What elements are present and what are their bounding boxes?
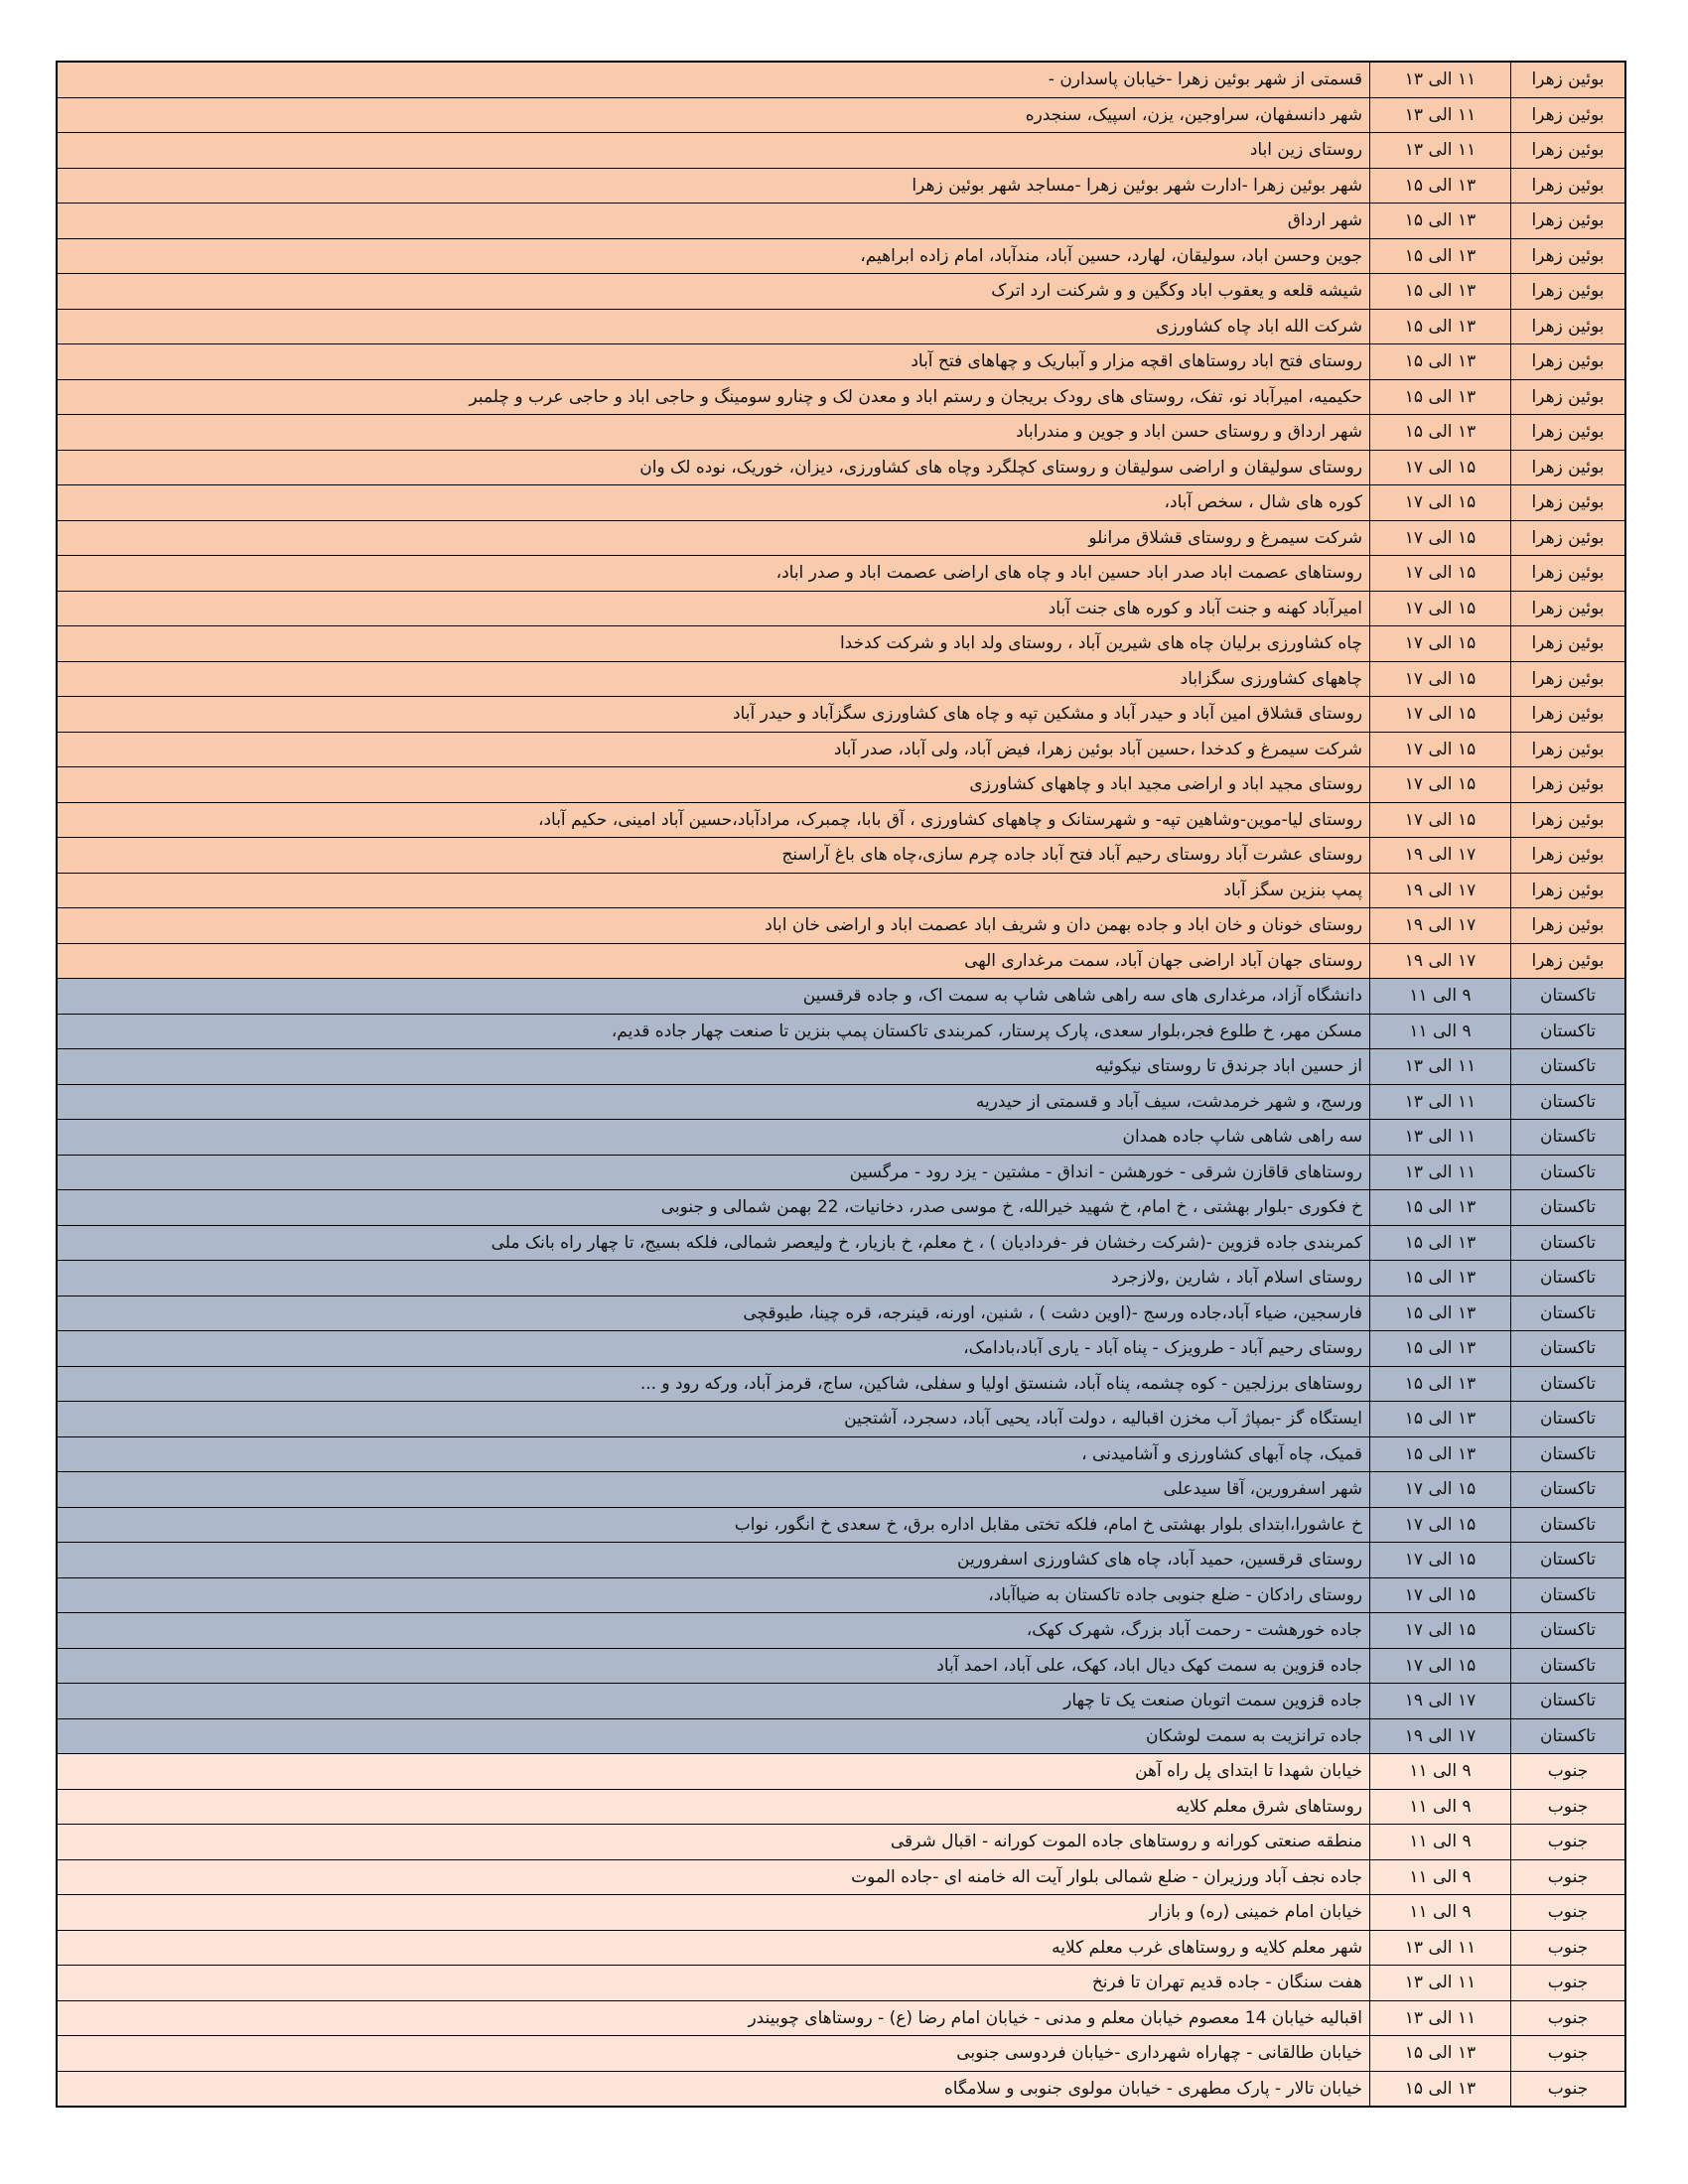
region-cell: جنوب [1511, 2071, 1626, 2107]
region-cell: تاکستان [1511, 1190, 1626, 1226]
region-cell: تاکستان [1511, 1577, 1626, 1613]
area-cell: کوره های شال ، سخص آباد، [57, 485, 1370, 521]
region-cell: بوئین زهرا [1511, 204, 1626, 239]
time-slot-cell: ۹ الی ۱۱ [1370, 1754, 1511, 1790]
area-cell: روستای قرقسین، حمید آباد، چاه های کشاورزی اسفرورین [57, 1543, 1370, 1578]
region-cell: بوئین زهرا [1511, 485, 1626, 521]
area-cell: شهر اسفرورین، آقا سیدعلی [57, 1472, 1370, 1508]
area-cell: روستای جهان آباد اراضی جهان آباد، سمت مرغداری الهی [57, 943, 1370, 979]
table-row [57, 802, 1625, 838]
time-slot-cell: ۱۳ الی ۱۵ [1370, 344, 1511, 380]
time-slot-cell: ۱۳ الی ۱۵ [1370, 1436, 1511, 1472]
area-cell: شهر بوئین زهرا -ادارت شهر بوئین زهرا -مساجد شهر بوئین زهرا [57, 168, 1370, 204]
area-cell: روستاهای شرق معلم کلایه [57, 1789, 1370, 1825]
time-slot-cell: ۱۵ الی ۱۷ [1370, 802, 1511, 838]
region-cell: بوئین زهرا [1511, 62, 1626, 97]
table-row [57, 2000, 1625, 2036]
time-slot-cell: ۱۵ الی ۱۷ [1370, 556, 1511, 592]
area-cell: خ عاشورا،ابتدای بلوار بهشتی خ امام، فلکه تختی مقابل اداره برق، خ سعدی خ انگور، نواب [57, 1507, 1370, 1543]
time-slot-cell: ۱۳ الی ۱۵ [1370, 274, 1511, 310]
table-row [57, 520, 1625, 556]
area-cell: چاه کشاورزی برلیان چاه های شیرین آباد ، روستای ولد اباد و شرکت کدخدا [57, 626, 1370, 662]
region-cell: تاکستان [1511, 979, 1626, 1015]
region-cell: تاکستان [1511, 1155, 1626, 1190]
time-slot-cell: ۱۵ الی ۱۷ [1370, 661, 1511, 697]
time-slot-cell: ۱۷ الی ۱۹ [1370, 1718, 1511, 1754]
time-slot-cell: ۱۱ الی ۱۳ [1370, 1084, 1511, 1120]
area-cell: دانشگاه آزاد، مرغداری های سه راهی شاهی شاپ به سمت اک، و جاده قرقسین [57, 979, 1370, 1015]
region-cell: بوئین زهرا [1511, 626, 1626, 662]
region-cell: تاکستان [1511, 1120, 1626, 1156]
time-slot-cell: ۱۵ الی ۱۷ [1370, 1648, 1511, 1684]
time-slot-cell: ۹ الی ۱۱ [1370, 1014, 1511, 1049]
time-slot-cell: ۱۳ الی ۱۵ [1370, 238, 1511, 274]
area-cell: ایستگاه گز -بمپاژ آب مخزن اقبالیه ، دولت آباد، یحیی آباد، دسجرد، آشتجین [57, 1402, 1370, 1437]
region-cell: جنوب [1511, 1789, 1626, 1825]
region-cell: بوئین زهرا [1511, 274, 1626, 310]
region-cell: تاکستان [1511, 1084, 1626, 1120]
table-row [57, 1155, 1625, 1190]
region-cell: جنوب [1511, 1966, 1626, 2001]
time-slot-cell: ۱۳ الی ۱۵ [1370, 2071, 1511, 2107]
time-slot-cell: ۱۳ الی ۱۵ [1370, 1296, 1511, 1331]
time-slot-cell: ۱۵ الی ۱۷ [1370, 1613, 1511, 1649]
time-slot-cell: ۱۳ الی ۱۵ [1370, 1261, 1511, 1297]
region-cell: تاکستان [1511, 1261, 1626, 1297]
time-slot-cell: ۹ الی ۱۱ [1370, 1859, 1511, 1895]
region-cell: بوئین زهرا [1511, 661, 1626, 697]
region-cell: تاکستان [1511, 1049, 1626, 1085]
table-row [57, 344, 1625, 380]
time-slot-cell: ۱۱ الی ۱۳ [1370, 1155, 1511, 1190]
table-row [57, 1402, 1625, 1437]
area-cell: خیابان تالار - پارک مطهری - خیابان مولوی جنوبی و سلامگاه [57, 2071, 1370, 2107]
schedule-rows [57, 62, 1625, 2107]
table-row [57, 1261, 1625, 1297]
table-row [57, 697, 1625, 733]
time-slot-cell: ۱۳ الی ۱۵ [1370, 309, 1511, 344]
time-slot-cell: ۱۳ الی ۱۵ [1370, 2036, 1511, 2072]
time-slot-cell: ۱۱ الی ۱۳ [1370, 1966, 1511, 2001]
time-slot-cell: ۱۵ الی ۱۷ [1370, 520, 1511, 556]
table-row [57, 1684, 1625, 1719]
region-cell: تاکستان [1511, 1684, 1626, 1719]
area-cell: روستاهای قاقازن شرقی - خورهشن - انداق - مشتین - یزد رود - مرگسین [57, 1155, 1370, 1190]
area-cell: روستای اسلام آباد ، شارین ,ولازجرد [57, 1261, 1370, 1297]
time-slot-cell: ۱۵ الی ۱۷ [1370, 697, 1511, 733]
time-slot-cell: ۱۵ الی ۱۷ [1370, 1507, 1511, 1543]
region-cell: بوئین زهرا [1511, 344, 1626, 380]
region-cell: بوئین زهرا [1511, 591, 1626, 626]
region-cell: بوئین زهرا [1511, 379, 1626, 415]
area-cell: شهر دانسفهان، سراوجین، یزن، اسپیک، سنجدره [57, 97, 1370, 133]
area-cell: قمیک، چاه آبهای کشاورزی و آشامیدنی ، [57, 1436, 1370, 1472]
schedule-sheet [56, 61, 1626, 2108]
table-row [57, 1084, 1625, 1120]
table-row [57, 1366, 1625, 1402]
region-cell: تاکستان [1511, 1543, 1626, 1578]
table-row [57, 1014, 1625, 1049]
region-cell: جنوب [1511, 1825, 1626, 1860]
region-cell: جنوب [1511, 1895, 1626, 1931]
area-cell: روستای عشرت آباد روستای رحیم آباد فتح آباد جاده چرم سازی،چاه های باغ آراسنج [57, 838, 1370, 874]
time-slot-cell: ۱۵ الی ۱۷ [1370, 1577, 1511, 1613]
table-row [57, 1543, 1625, 1578]
table-row [57, 1648, 1625, 1684]
region-cell: بوئین زهرا [1511, 309, 1626, 344]
region-cell: جنوب [1511, 2036, 1626, 2072]
area-cell: خ فکوری -بلوار بهشتی ، خ امام، خ شهید خیرالله، خ موسی صدر، دخانیات، 22 بهمن شمالی و جنوبی [57, 1190, 1370, 1226]
area-cell: روستای مجید اباد و اراضی مجید اباد و چاههای کشاورزی [57, 767, 1370, 803]
region-cell: بوئین زهرا [1511, 838, 1626, 874]
area-cell: جوین وحسن اباد، سولیقان، لهارد، حسین آباد، مندآباد، امام زاده ابراهیم، [57, 238, 1370, 274]
table-row [57, 204, 1625, 239]
area-cell: قسمتی از شهر بوئین زهرا -خیابان پاسدارن - [57, 62, 1370, 97]
region-cell: بوئین زهرا [1511, 556, 1626, 592]
table-row [57, 1966, 1625, 2001]
time-slot-cell: ۱۵ الی ۱۷ [1370, 1543, 1511, 1578]
time-slot-cell: ۱۱ الی ۱۳ [1370, 97, 1511, 133]
region-cell: بوئین زهرا [1511, 697, 1626, 733]
area-cell: روستای رادکان - ضلع جنوبی جاده تاکستان به ضیاآباد، [57, 1577, 1370, 1613]
area-cell: جاده قزوین سمت اتوبان صنعت یک تا چهار [57, 1684, 1370, 1719]
area-cell: شهر ارداق [57, 204, 1370, 239]
area-cell: اقبالیه خیابان 14 معصوم خیابان معلم و مدنی - خیابان امام رضا (ع) - روستاهای چوبیندر [57, 2000, 1370, 2036]
table-row [57, 415, 1625, 451]
region-cell: بوئین زهرا [1511, 238, 1626, 274]
time-slot-cell: ۹ الی ۱۱ [1370, 1895, 1511, 1931]
table-row [57, 979, 1625, 1015]
table-row [57, 450, 1625, 485]
table-row [57, 1225, 1625, 1261]
table-row [57, 1825, 1625, 1860]
time-slot-cell: ۱۵ الی ۱۷ [1370, 732, 1511, 767]
time-slot-cell: ۹ الی ۱۱ [1370, 1789, 1511, 1825]
table-row [57, 1296, 1625, 1331]
time-slot-cell: ۱۳ الی ۱۵ [1370, 168, 1511, 204]
table-row [57, 838, 1625, 874]
region-cell: بوئین زهرا [1511, 802, 1626, 838]
time-slot-cell: ۱۱ الی ۱۳ [1370, 133, 1511, 169]
table-row [57, 485, 1625, 521]
table-row [57, 556, 1625, 592]
area-cell: شیشه قلعه و یعقوب اباد وکگین و و شرکنت ارد اترک [57, 274, 1370, 310]
table-row [57, 1613, 1625, 1649]
time-slot-cell: ۱۳ الی ۱۵ [1370, 379, 1511, 415]
area-cell: خیابان طالقانی - چهاراه شهرداری -خیابان فردوسی جنوبی [57, 2036, 1370, 2072]
time-slot-cell: ۱۱ الی ۱۳ [1370, 2000, 1511, 2036]
area-cell: کمربندی جاده قزوین -(شرکت رخشان فر -فردادیان ) ، خ معلم، خ بازیار، خ ولیعصر شمالی، فلکه بسیج، تا چهار راه بانک ملی [57, 1225, 1370, 1261]
time-slot-cell: ۱۳ الی ۱۵ [1370, 415, 1511, 451]
region-cell: بوئین زهرا [1511, 520, 1626, 556]
table-row [57, 1718, 1625, 1754]
table-row [57, 238, 1625, 274]
time-slot-cell: ۱۳ الی ۱۵ [1370, 204, 1511, 239]
region-cell: تاکستان [1511, 1225, 1626, 1261]
table-row [57, 767, 1625, 803]
table-row [57, 1472, 1625, 1508]
time-slot-cell: ۱۳ الی ۱۵ [1370, 1331, 1511, 1367]
area-cell: جاده قزوین به سمت کهک دیال اباد، کهک، علی آباد، احمد آباد [57, 1648, 1370, 1684]
table-row [57, 2036, 1625, 2072]
table-row [57, 1190, 1625, 1226]
table-row [57, 1507, 1625, 1543]
table-row [57, 591, 1625, 626]
table-row [57, 62, 1625, 97]
region-cell: جنوب [1511, 1930, 1626, 1966]
area-cell: جاده نجف آباد ورزیران - ضلع شمالی بلوار آیت اله خامنه ای -جاده الموت [57, 1859, 1370, 1895]
time-slot-cell: ۱۳ الی ۱۵ [1370, 1190, 1511, 1226]
time-slot-cell: ۱۱ الی ۱۳ [1370, 62, 1511, 97]
area-cell: امیرآباد کهنه و جنت آباد و کوره های جنت آباد [57, 591, 1370, 626]
time-slot-cell: ۱۵ الی ۱۷ [1370, 626, 1511, 662]
area-cell: شهر معلم کلایه و روستاهای غرب معلم کلایه [57, 1930, 1370, 1966]
table-row [57, 943, 1625, 979]
area-cell: روستای رحیم آباد - طرویزک - پناه آباد - یاری آباد،بادامک، [57, 1331, 1370, 1367]
region-cell: تاکستان [1511, 1507, 1626, 1543]
area-cell: منطقه صنعتی کورانه و روستاهای جاده الموت کورانه - اقبال شرقی [57, 1825, 1370, 1860]
table-row [57, 1436, 1625, 1472]
region-cell: بوئین زهرا [1511, 133, 1626, 169]
area-cell: هفت سنگان - جاده قدیم تهران تا فرنخ [57, 1966, 1370, 2001]
time-slot-cell: ۱۱ الی ۱۳ [1370, 1930, 1511, 1966]
region-cell: تاکستان [1511, 1718, 1626, 1754]
region-cell: بوئین زهرا [1511, 873, 1626, 908]
table-row [57, 2071, 1625, 2107]
area-cell: خیابان امام خمینی (ره) و بازار [57, 1895, 1370, 1931]
table-row [57, 1895, 1625, 1931]
area-cell: شرکت الله اباد چاه کشاورزی [57, 309, 1370, 344]
region-cell: بوئین زهرا [1511, 908, 1626, 944]
region-cell: بوئین زهرا [1511, 415, 1626, 451]
region-cell: بوئین زهرا [1511, 767, 1626, 803]
region-cell: تاکستان [1511, 1331, 1626, 1367]
time-slot-cell: ۱۷ الی ۱۹ [1370, 838, 1511, 874]
area-cell: روستاهای برزلجین - کوه چشمه، پناه آباد، شنستق اولیا و سفلی، شاکین، ساج، قرمز آباد، ورکه رود و ... [57, 1366, 1370, 1402]
region-cell: تاکستان [1511, 1014, 1626, 1049]
area-cell: چاههای کشاورزی سگزاباد [57, 661, 1370, 697]
time-slot-cell: ۱۱ الی ۱۳ [1370, 1120, 1511, 1156]
table-row [57, 309, 1625, 344]
region-cell: بوئین زهرا [1511, 943, 1626, 979]
table-row [57, 379, 1625, 415]
table-row [57, 732, 1625, 767]
area-cell: خیابان شهدا تا ابتدای پل راه آهن [57, 1754, 1370, 1790]
table-row [57, 133, 1625, 169]
area-cell: شرکت سیمرغ و کدخدا ،حسین آباد بوئین زهرا، فیض آباد، ولی آباد، صدر آباد [57, 732, 1370, 767]
region-cell: تاکستان [1511, 1648, 1626, 1684]
area-cell: شهر ارداق و روستای حسن اباد و جوین و مندراباد [57, 415, 1370, 451]
region-cell: بوئین زهرا [1511, 732, 1626, 767]
area-cell: روستاهای عصمت اباد صدر اباد حسین اباد و چاه های اراضی عصمت اباد و صدر اباد، [57, 556, 1370, 592]
table-row [57, 1789, 1625, 1825]
area-cell: روستای لیا-موین-وشاهین تپه- و شهرستانک و چاههای کشاورزی ، آق بابا، چمبرک، مرادآباد،حسین آباد امینی، حکیم آباد، [57, 802, 1370, 838]
time-slot-cell: ۱۵ الی ۱۷ [1370, 450, 1511, 485]
table-row [57, 626, 1625, 662]
area-cell: روستای سولیقان و اراضی سولیقان و روستای کچلگرد وچاه های کشاورزی، دیزان، خوریک، نوده لک وان [57, 450, 1370, 485]
area-cell: روستای قشلاق امین آباد و حیدر آباد و مشکین تپه و چاه های کشاورزی سگزآباد و حیدر آباد [57, 697, 1370, 733]
region-cell: بوئین زهرا [1511, 97, 1626, 133]
area-cell: روستای فتح اباد روستاهای اقچه مزار و آبباریک و چهاهای فتح آباد [57, 344, 1370, 380]
time-slot-cell: ۱۷ الی ۱۹ [1370, 908, 1511, 944]
table-row [57, 274, 1625, 310]
table-row [57, 1754, 1625, 1790]
area-cell: جاده خورهشت - رحمت آباد بزرگ، شهرک کهک، [57, 1613, 1370, 1649]
table-row [57, 873, 1625, 908]
table-row [57, 661, 1625, 697]
area-cell: جاده ترانزیت به سمت لوشکان [57, 1718, 1370, 1754]
area-cell: از حسین اباد جرندق تا روستای نیکوئیه [57, 1049, 1370, 1085]
table-row [57, 97, 1625, 133]
area-cell: پمپ بنزین سگز آباد [57, 873, 1370, 908]
time-slot-cell: ۱۱ الی ۱۳ [1370, 1049, 1511, 1085]
area-cell: روستای خونان و خان اباد و جاده بهمن دان و شریف اباد عصمت اباد و اراضی خان اباد [57, 908, 1370, 944]
region-cell: تاکستان [1511, 1613, 1626, 1649]
time-slot-cell: ۱۵ الی ۱۷ [1370, 767, 1511, 803]
table-row [57, 908, 1625, 944]
area-cell: حکیمیه، امیرآباد نو، تفک، روستای های رودک بریجان و رستم اباد و معدن لک و چنارو سومینگ و حاجی اباد و حاجی عرب و چلمبر [57, 379, 1370, 415]
region-cell: تاکستان [1511, 1472, 1626, 1508]
time-slot-cell: ۱۳ الی ۱۵ [1370, 1366, 1511, 1402]
table-row [57, 168, 1625, 204]
region-cell: جنوب [1511, 1754, 1626, 1790]
area-cell: ورسج، و شهر خرمدشت، سیف آباد و قسمتی از حیدریه [57, 1084, 1370, 1120]
region-cell: جنوب [1511, 2000, 1626, 2036]
time-slot-cell: ۱۷ الی ۱۹ [1370, 1684, 1511, 1719]
time-slot-cell: ۱۷ الی ۱۹ [1370, 873, 1511, 908]
area-cell: روستای زین اباد [57, 133, 1370, 169]
region-cell: تاکستان [1511, 1366, 1626, 1402]
time-slot-cell: ۹ الی ۱۱ [1370, 1825, 1511, 1860]
time-slot-cell: ۱۵ الی ۱۷ [1370, 485, 1511, 521]
time-slot-cell: ۱۳ الی ۱۵ [1370, 1225, 1511, 1261]
table-row [57, 1859, 1625, 1895]
time-slot-cell: ۱۳ الی ۱۵ [1370, 1402, 1511, 1437]
area-cell: سه راهی شاهی شاپ جاده همدان [57, 1120, 1370, 1156]
table-row [57, 1049, 1625, 1085]
time-slot-cell: ۹ الی ۱۱ [1370, 979, 1511, 1015]
time-slot-cell: ۱۵ الی ۱۷ [1370, 591, 1511, 626]
region-cell: بوئین زهرا [1511, 168, 1626, 204]
time-slot-cell: ۱۵ الی ۱۷ [1370, 1472, 1511, 1508]
table-row [57, 1120, 1625, 1156]
region-cell: جنوب [1511, 1859, 1626, 1895]
area-cell: شرکت سیمرغ و روستای قشلاق مرانلو [57, 520, 1370, 556]
outage-schedule-table [56, 61, 1626, 2108]
table-row [57, 1577, 1625, 1613]
area-cell: فارسجین، ضیاء آباد،جاده ورسج -(اوین دشت ) ، شنین، اورنه، قینرجه، قره چینا، طیوقچی [57, 1296, 1370, 1331]
region-cell: تاکستان [1511, 1436, 1626, 1472]
table-row [57, 1930, 1625, 1966]
region-cell: بوئین زهرا [1511, 450, 1626, 485]
region-cell: تاکستان [1511, 1296, 1626, 1331]
area-cell: مسکن مهر، خ طلوع فجر،بلوار سعدی، پارک پرستار، کمربندی تاکستان پمپ بنزین تا صنعت چهار جاده قدیم، [57, 1014, 1370, 1049]
time-slot-cell: ۱۷ الی ۱۹ [1370, 943, 1511, 979]
table-row [57, 1331, 1625, 1367]
region-cell: تاکستان [1511, 1402, 1626, 1437]
